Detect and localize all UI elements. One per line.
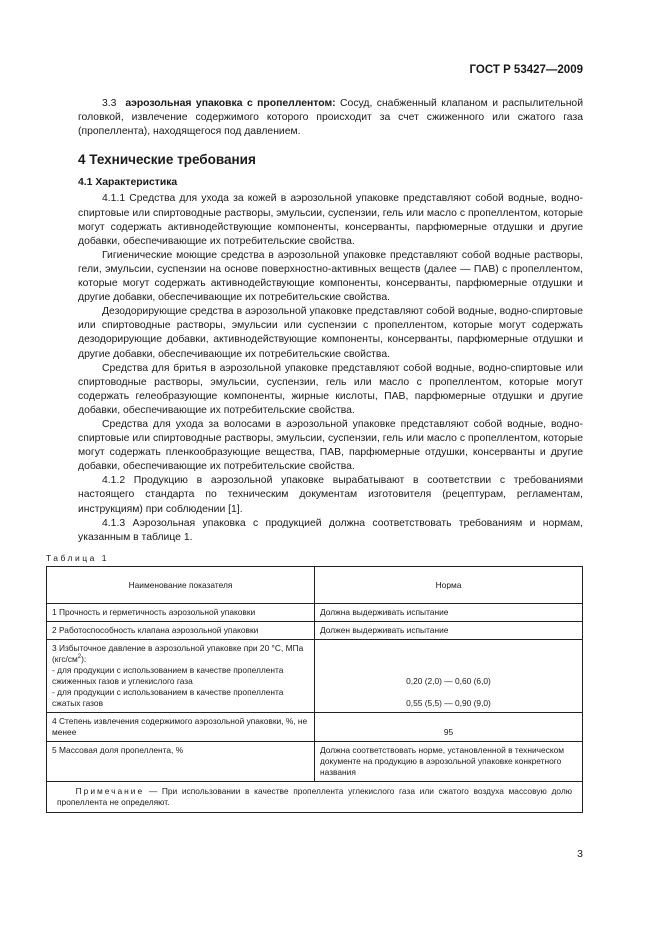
term-name: аэрозольная упаковка с пропеллентом: — [125, 98, 336, 109]
table-cell-norm: Должна соответствовать норме, установленной в техническом документе на продукцию в аэрозольной упаковке конкретного названия — [315, 742, 583, 782]
note-label: Примечание — [75, 786, 145, 796]
pressure-liquefied-gas: - для продукции с использованием в качестве пропеллента сжиженных газов и углекислого газа — [52, 665, 284, 686]
document-body — [78, 97, 583, 545]
table-cell-indicator — [47, 640, 315, 713]
paragraph-4-1-2: 4.1.2 Продукцию в аэрозольной упаковке вырабатывают в соответствии с требованиями настоящего стандарта по техническим документам изготовителя (рецептурам, регламентам, инструкциям) при соблюдении [1]. — [78, 475, 583, 515]
pressure-norm-liquefied: 0,20 (2,0) — 0,60 (6,0) — [406, 676, 491, 686]
table-row — [47, 640, 583, 713]
table-cell-indicator: 1 Прочность и герметичность аэрозольной упаковки — [47, 604, 315, 622]
table-cell-indicator: 4 Степень извлечения содержимого аэрозольной упаковки, %, не менее — [47, 713, 315, 742]
table-caption: Таблица 1 — [46, 553, 109, 563]
paragraph-shaving: Средства для бритья в аэрозольной упаковке представляют собой водные, водно-спиртовые или спиртоводные растворы, эмульсии, суспензии, гель или масло с пропеллентом, которые могут содержать гелеобразующие компоненты, жирные кислоты, ПАВ, парфюмерные отдушки и другие добавки, обеспечивающие их потребительские свойства. — [78, 362, 583, 416]
section-title: 4 Технические требования — [78, 152, 256, 168]
pressure-compressed-gas: - для продукции с использованием в качестве пропеллента сжатых газов — [52, 687, 284, 708]
table-cell-norm: Должен выдерживать испытание — [315, 622, 583, 640]
table-row — [47, 742, 583, 782]
table-note-row — [47, 782, 583, 813]
table-header-indicator: Наименование показателя — [47, 567, 315, 604]
subsection-title: 4.1 Характеристика — [78, 177, 178, 189]
pressure-title: 3 Избыточное давление в аэрозольной упаковке при 20 °С, МПа (кгс/см — [52, 643, 304, 664]
pressure-unit-superscript: 2 — [77, 654, 82, 661]
table-header-row — [47, 567, 583, 604]
table-cell-norm — [315, 640, 583, 713]
pressure-title-tail: ): — [81, 654, 87, 664]
document-code-header: ГОСТ Р 53427—2009 — [469, 64, 583, 76]
term-number: 3.3 — [102, 98, 117, 109]
note-text: — При использовании в качестве пропеллента углекислого газа или сжатого воздуха массовую долю пропеллента не определяют. — [57, 786, 573, 807]
pressure-norm-compressed: 0,55 (5,5) — 0,90 (9,0) — [406, 698, 491, 708]
paragraph-deodorants: Дезодорирующие средства в аэрозольной упаковке представляют собой водные, водно-спиртовые или спиртоводные растворы, эмульсии или суспензии с пропеллентом, которые могут содержать дезодорирующие добавки, активнодействующие компоненты, консерванты, парфюмерные отдушки и другие добавки, обеспечивающие их потребительские свойства. — [78, 306, 583, 360]
requirements-table — [46, 566, 583, 813]
paragraph-haircare: Средства для ухода за волосами в аэрозольной упаковке представляют собой водные, водно-спиртовые или спиртоводные растворы, эмульсии, суспензии, гель или масло с пропеллентом, которые могут содержать пленкообразующие вещества, ПАВ, парфюмерные отдушки, консерванты и другие добавки, обеспечивающие их потребительские свойства. — [78, 418, 583, 473]
paragraph-4-1-1: 4.1.1 Средства для ухода за кожей в аэрозольной упаковке представляют собой водные, водно-спиртовые или спиртоводные растворы, эмульсии, суспензии, гель или масло с пропеллентом, которые могут содержать активнодействующие компоненты, консерванты, парфюмерные отдушки и другие добавки, обеспечивающие их потребительские свойства. — [78, 193, 583, 247]
term-definition-3-3 — [78, 97, 583, 139]
page-number: 3 — [577, 848, 583, 860]
table-row — [47, 622, 583, 640]
term-text: Сосуд, снабженный клапаном и распылительной головкой, извлечение содержимого которого происходит за счет сжиженного или сжатого газа (пропеллента), находящегося под давлением. — [78, 98, 584, 138]
table-row — [47, 604, 583, 622]
table-cell-indicator: 2 Работоспособность клапана аэрозольной упаковки — [47, 622, 315, 640]
paragraph-hygiene: Гигиенические моющие средства в аэрозольной упаковке представляют собой водные растворы, гели, эмульсии, суспензии на основе поверхностно-активных веществ (далее — ПАВ) с пропеллентом, которые могут содержать активнодействующие компоненты, консерванты, парфюмерные отдушки и другие добавки, обеспечивающие их потребительские свойства. — [78, 249, 583, 304]
table-cell-indicator: 5 Массовая доля пропеллента, % — [47, 742, 315, 782]
table-row — [47, 713, 583, 742]
table-cell-norm — [315, 713, 583, 742]
table-header-norm: Норма — [315, 567, 583, 604]
extraction-norm-value: 95 — [443, 727, 454, 737]
table-note — [47, 782, 583, 813]
paragraph-4-1-3: 4.1.3 Аэрозольная упаковка с продукцией должна соответствовать требованиям и нормам, указанным в таблице 1. — [78, 517, 583, 543]
table-cell-norm: Должна выдерживать испытание — [315, 604, 583, 622]
